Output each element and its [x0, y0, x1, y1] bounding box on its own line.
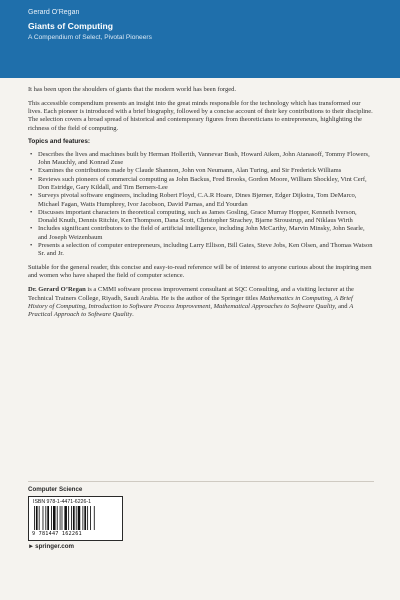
blurb — [28, 86, 374, 325]
subject-category: Computer Science — [28, 486, 83, 493]
barcode-bar — [60, 506, 61, 530]
topic-item: • Reviews such pioneers of commercial computing as John Backus, Fred Brooks, Gordon Moore, William Shockley, Vint Cerf, Don Estridge, Gary Kildall, and Tim Berners-Lee — [28, 176, 374, 193]
barcode-bar — [53, 506, 56, 530]
arrow-right-icon: ► — [28, 543, 35, 550]
topics-heading: Topics and features: — [28, 138, 91, 146]
barcode-bar — [94, 506, 95, 530]
barcode-bar — [45, 506, 46, 530]
bio-titles: Mathematics in Computing, A Brief History of Computing, Introduction to Software Process Improvement, Mathematical Approaches to Software Quality, — [28, 294, 353, 310]
publisher-url: springer.com — [35, 543, 74, 550]
topic-item: • Includes significant contributors to the field of artificial intelligence, including John McCarthy, Marvin Minsky, John Searle, and Joseph Weizenbaum — [28, 225, 374, 242]
barcode-bar — [64, 506, 67, 530]
topics-list — [28, 151, 374, 259]
footer-divider — [28, 481, 374, 482]
bio-title: A Practical Approach to Software Quality — [28, 302, 354, 319]
topic-item: • Presents a selection of computer entrepreneurs, including Larry Ellison, Bill Gates, Steve Jobs, Ken Olsen, and Thomas Watson Sr. and Jr. — [28, 242, 374, 259]
topic-item: • Describes the lives and machines built by Herman Hollerith, Vannevar Bush, Howard Aiken, John Atanasoff, Tommy Flowers, John Mauchly, and Konrad Zuse — [28, 151, 374, 168]
topic-item: • Examines the contributions made by Claude Shannon, John von Neumann, Alan Turing, and Sir Frederick Williams — [28, 167, 374, 175]
barcode-bar — [43, 506, 44, 530]
barcode-bar — [87, 506, 88, 530]
topic-item: • Surveys pivotal software engineers, including Robert Floyd, C.A.R Hoare, Dines Bjørner, Edger Dijkstra, Tom DeMarco, Michael Fagan, Watts Humphrey, Ivor Jacobson, David Parnas, and Ed Yourdan — [28, 192, 374, 209]
barcode-bar — [76, 506, 77, 530]
intro-paragraph: It has been upon the shoulders of giants that the modern world has been forged. — [28, 86, 237, 93]
bio-text: is a CMMI software process improvement consultant at SQC Consulting, and a visiting lecturer at the Technical Trainers College, Riyadh, Saudi Arabia. He is the author of the Springer titles — [28, 286, 354, 302]
barcode-bar — [78, 506, 81, 530]
bio-text: and — [336, 302, 350, 310]
barcode-bar — [57, 506, 58, 530]
barcode-bar — [62, 506, 63, 530]
barcode-bar — [47, 506, 49, 530]
barcode-bar — [36, 506, 38, 530]
barcode-bar — [90, 506, 91, 530]
book-title: Giants of Computing — [28, 21, 113, 31]
barcode-bar — [34, 506, 35, 530]
publisher-link[interactable] — [28, 543, 74, 550]
book-subtitle: A Compendium of Select, Pivotal Pioneers — [28, 34, 152, 41]
author-bio — [28, 286, 374, 319]
topic-item: • Discusses important characters in theoretical computing, such as James Gosling, Grace Murray Hopper, Kenneth Iverson, Donald Knuth, Dennis Ritchie, Ken Thompson, Dana Scott, Christopher Strachey, Bjarne Stroustrup, and Niklaus Wirth — [28, 209, 374, 226]
barcode-digits: 9 781447 162261 — [32, 531, 82, 537]
barcode-bar — [68, 506, 69, 530]
barcode-bar — [84, 506, 86, 530]
bio-text: . — [132, 311, 134, 319]
barcode-bar — [82, 506, 83, 530]
barcode-bar — [71, 506, 72, 530]
author-name: Gerard O’Regan — [28, 9, 80, 16]
audience-paragraph: Suitable for the general reader, this concise and easy-to-read reference will be of interest to anyone curious about the inspiring men and women who have shaped the field of computer science. — [28, 264, 372, 280]
isbn-barcode — [28, 496, 123, 541]
barcode-icon — [33, 506, 118, 530]
barcode-bar — [51, 506, 52, 530]
description-paragraph: This accessible compendium presents an insight into the great minds responsible for the technology which has transformed our lives. Each pioneer is introduced with a brief biography, followed by a concise account of their key contributions to their discipline. The selection covers a broad spread of historical and contemporary figures from theoreticians to entrepreneurs, highlighting the richness of the field of computing. — [28, 99, 373, 132]
barcode-bar — [39, 506, 40, 530]
header-band — [0, 0, 400, 78]
barcode-bar — [73, 506, 75, 530]
bio-name: Dr. Gerard O’Regan — [28, 286, 86, 294]
isbn-number: ISBN 978-1-4471-6226-1 — [33, 499, 91, 505]
